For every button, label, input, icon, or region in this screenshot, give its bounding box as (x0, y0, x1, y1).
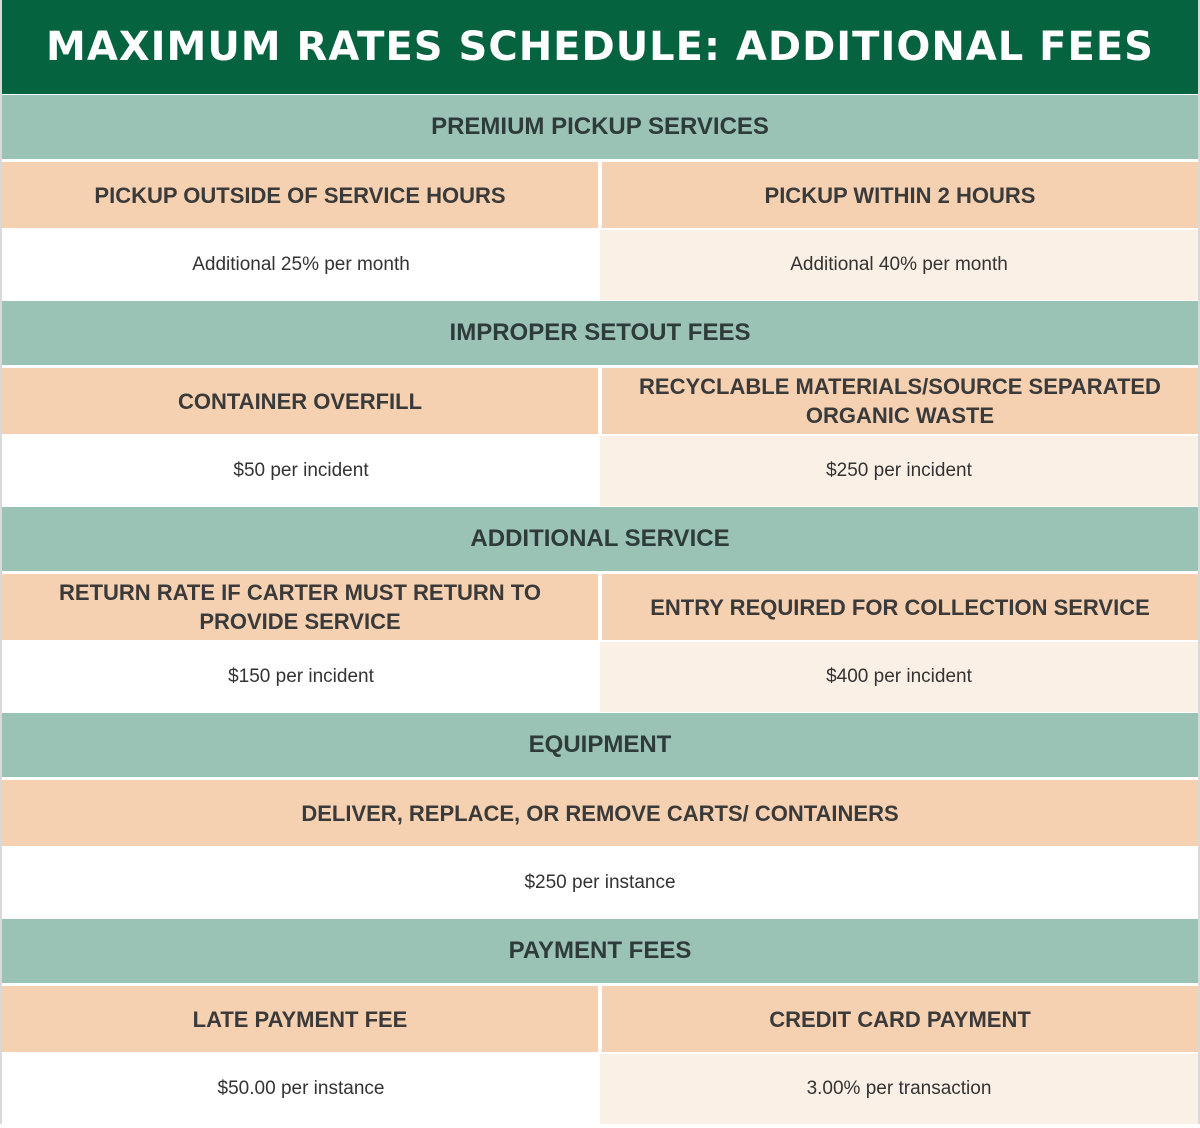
fee-value: $250 per instance (2, 848, 1198, 918)
fee-label: RECYCLABLE MATERIALS/SOURCE SEPARATED ORGANIC WASTE (598, 368, 1198, 434)
value-row (2, 642, 1198, 712)
fee-label: PICKUP WITHIN 2 HOURS (598, 162, 1198, 228)
label-row (2, 574, 1198, 642)
section-heading-improper-setout: IMPROPER SETOUT FEES (2, 300, 1198, 368)
value-row (2, 1054, 1198, 1124)
value-row (2, 230, 1198, 300)
fee-label: PICKUP OUTSIDE OF SERVICE HOURS (2, 162, 598, 228)
fee-label: ENTRY REQUIRED FOR COLLECTION SERVICE (598, 574, 1198, 640)
fee-label: RETURN RATE IF CARTER MUST RETURN TO PROVIDE SERVICE (2, 574, 598, 640)
label-row (2, 780, 1198, 848)
fee-value: $150 per incident (2, 642, 600, 712)
fee-label: CONTAINER OVERFILL (2, 368, 598, 434)
fee-value: $250 per incident (600, 436, 1198, 506)
value-row (2, 436, 1198, 506)
fee-value: Additional 25% per month (2, 230, 600, 300)
label-row (2, 162, 1198, 230)
value-row (2, 848, 1198, 918)
fee-value: $50.00 per instance (2, 1054, 600, 1124)
section-heading-equipment: EQUIPMENT (2, 712, 1198, 780)
section-heading-payment-fees: PAYMENT FEES (2, 918, 1198, 986)
fee-value: $400 per incident (600, 642, 1198, 712)
label-row (2, 986, 1198, 1054)
section-heading-additional-service: ADDITIONAL SERVICE (2, 506, 1198, 574)
fee-value: 3.00% per transaction (600, 1054, 1198, 1124)
fee-value: $50 per incident (2, 436, 600, 506)
fee-label: CREDIT CARD PAYMENT (598, 986, 1198, 1052)
fee-value: Additional 40% per month (600, 230, 1198, 300)
fee-label: DELIVER, REPLACE, OR REMOVE CARTS/ CONTAINERS (2, 780, 1198, 846)
fee-label: LATE PAYMENT FEE (2, 986, 598, 1052)
section-heading-premium-pickup: PREMIUM PICKUP SERVICES (2, 94, 1198, 162)
page-title: MAXIMUM RATES SCHEDULE: ADDITIONAL FEES (2, 0, 1198, 94)
label-row (2, 368, 1198, 436)
